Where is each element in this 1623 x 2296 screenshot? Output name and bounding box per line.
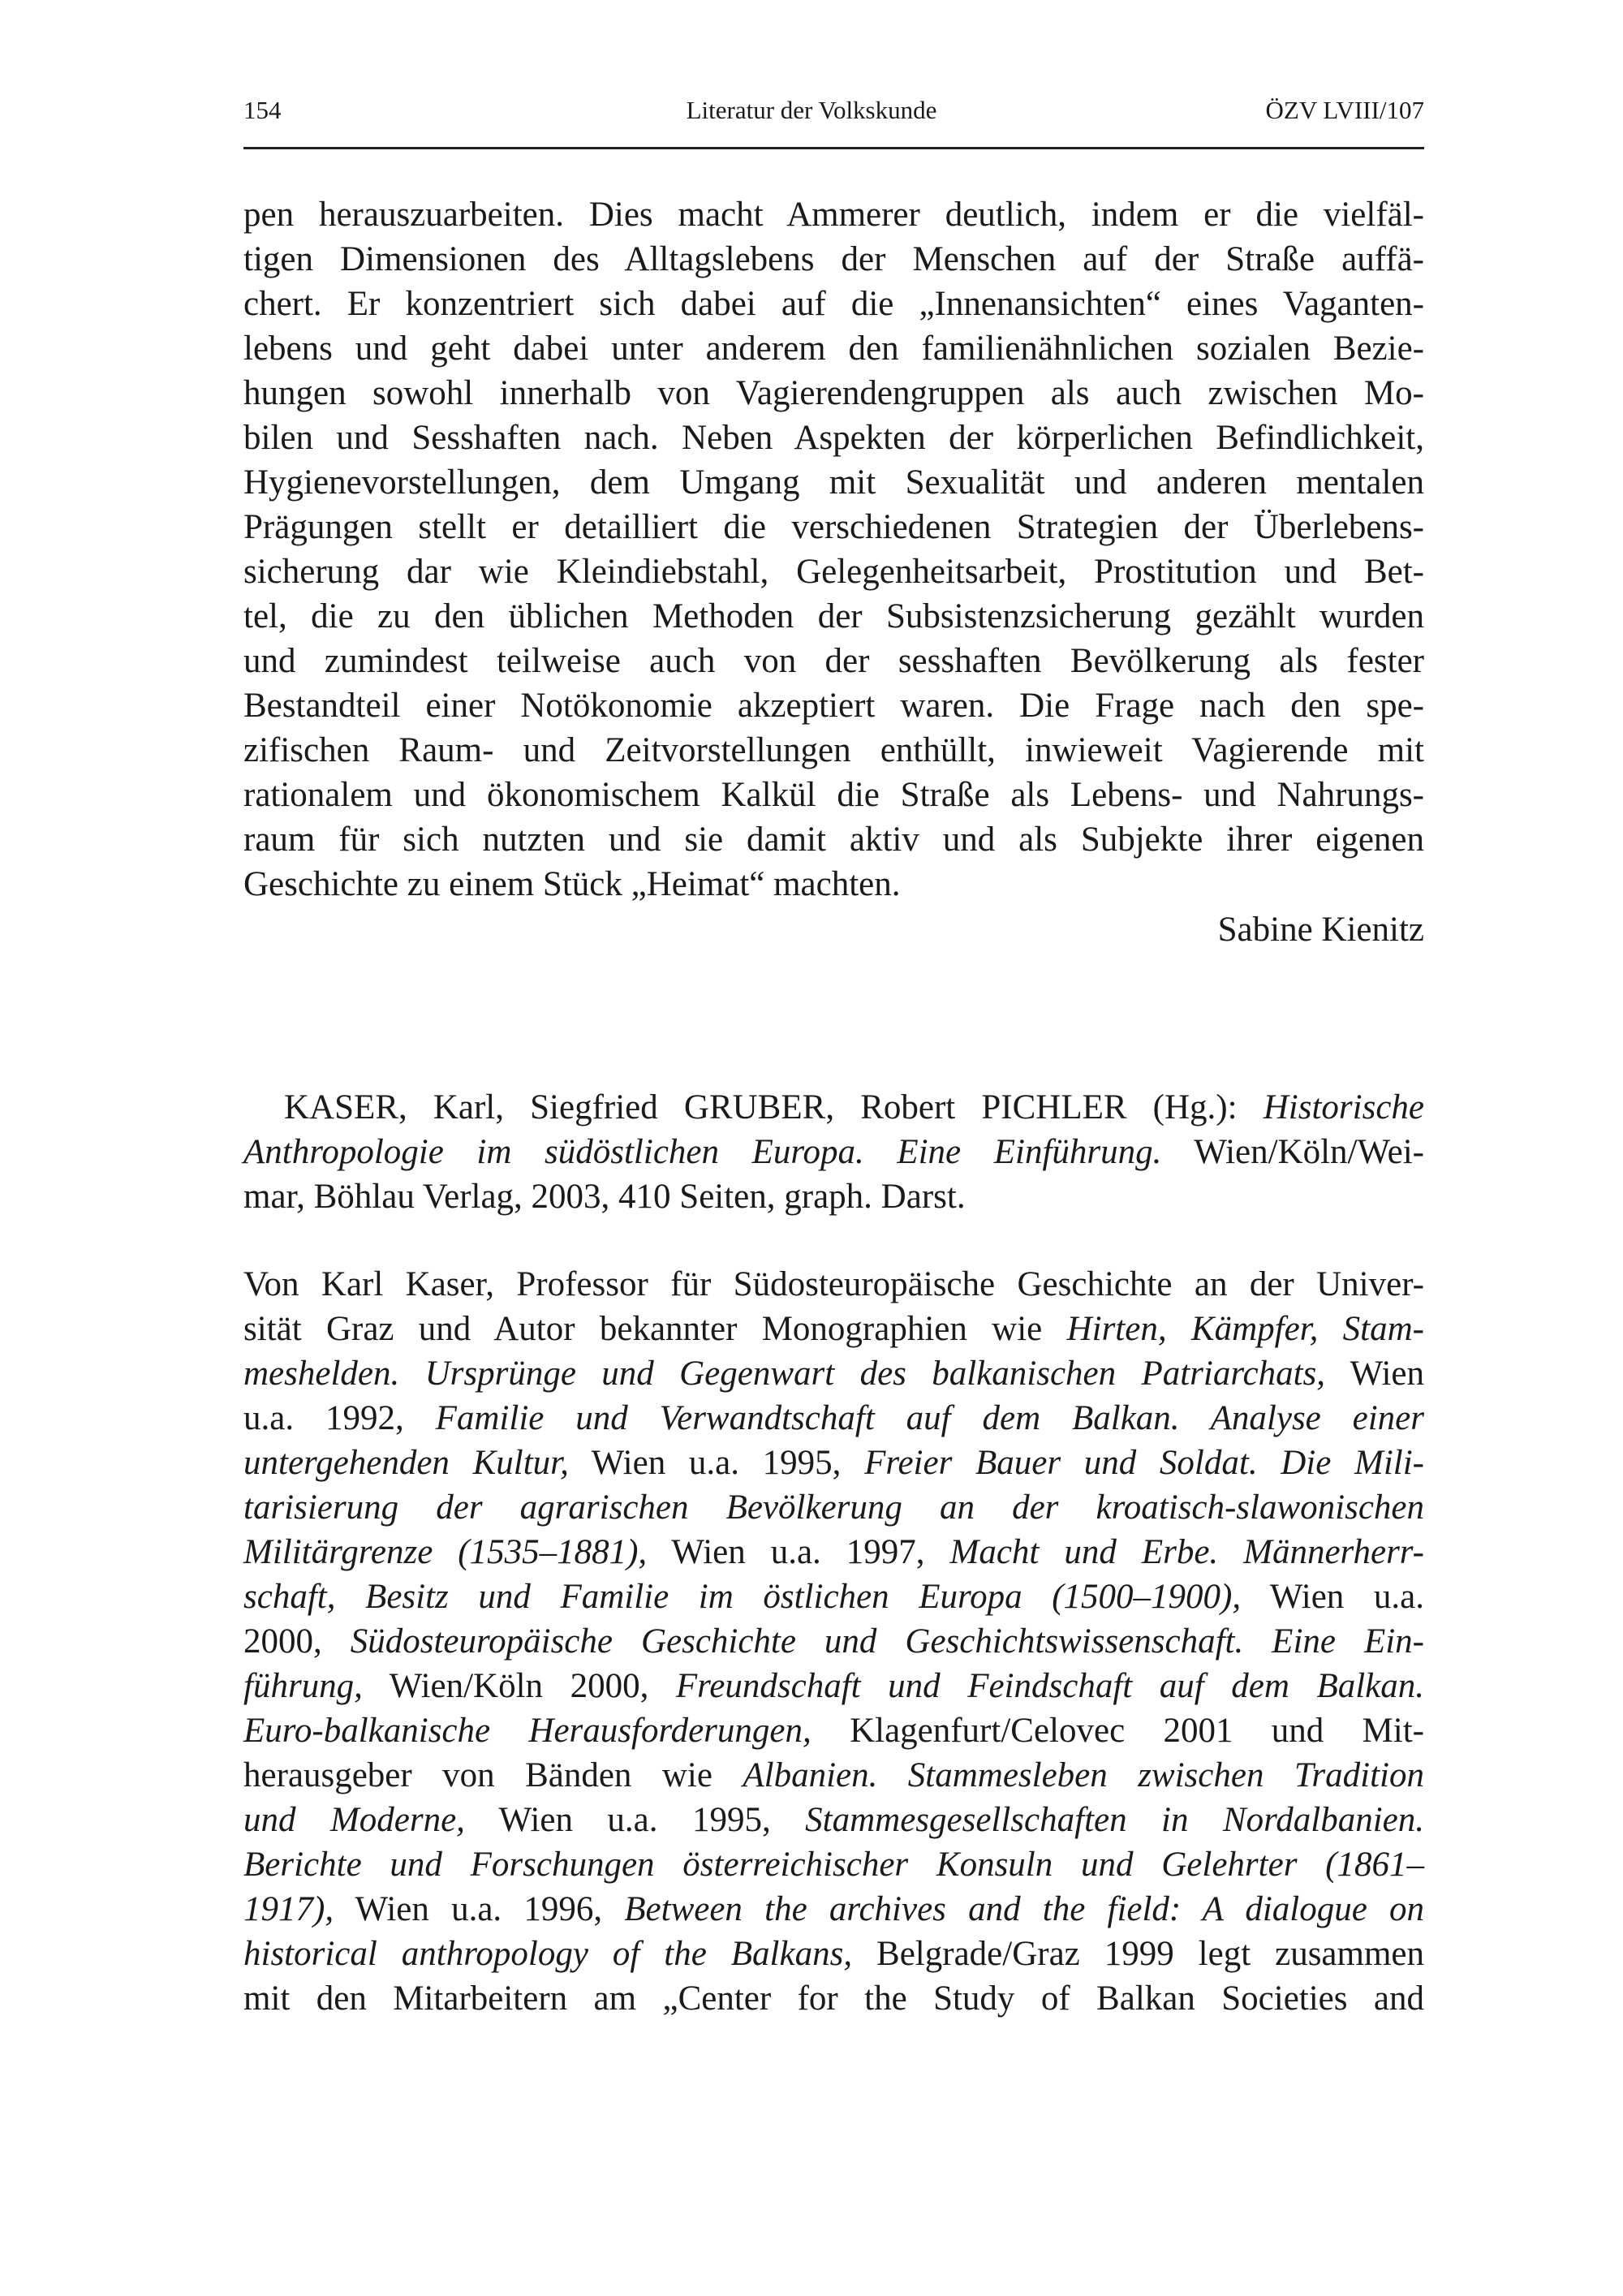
text-line bbox=[243, 326, 1424, 371]
body-text: 2000, bbox=[243, 1622, 351, 1661]
body-text: mar, Böhlau Verlag, 2003, 410 Seiten, graph. Darst. bbox=[243, 1178, 966, 1216]
text-line bbox=[243, 1887, 1424, 1932]
book-citation bbox=[243, 1085, 1424, 1219]
text-line bbox=[243, 639, 1424, 683]
italic-title-text: Freundschaft und Feindschaft auf dem Balkan. bbox=[675, 1667, 1424, 1705]
body-text: Wien u.a. 1996, bbox=[334, 1890, 625, 1928]
body-text: chert. Er konzentriert sich dabei auf die „Innenansichten“ eines Vaganten- bbox=[243, 285, 1424, 323]
italic-title-text: schaft, Besitz und Familie im östlichen Europa (1500–1900), bbox=[243, 1578, 1242, 1616]
body-text: tel, die zu den üblichen Methoden der Subsistenzsicherung gezählt wurden bbox=[243, 597, 1424, 635]
italic-title-text: Freier Bauer und Soldat. Die Mili- bbox=[864, 1444, 1424, 1482]
body-text: sicherung dar wie Kleindiebstahl, Gelegenheitsarbeit, Prostitution und Bet- bbox=[243, 553, 1424, 591]
body-text: Hygienevorstellungen, dem Umgang mit Sexualität und anderen mentalen bbox=[243, 463, 1424, 502]
body-text: zifischen Raum- und Zeitvorstellungen enthüllt, inwieweit Vagierende mit bbox=[243, 731, 1424, 769]
text-line bbox=[243, 416, 1424, 460]
text-line bbox=[243, 594, 1424, 639]
italic-title-text: Historische bbox=[1263, 1088, 1424, 1126]
text-line bbox=[243, 505, 1424, 549]
text-line bbox=[243, 460, 1424, 505]
body-text: rationalem und ökonomischem Kalkül die Straße als Lebens- und Nahrungs- bbox=[243, 776, 1424, 814]
text-line bbox=[243, 728, 1424, 773]
body-text: Prägungen stellt er detailliert die verschiedenen Strategien der Überlebens- bbox=[243, 508, 1424, 546]
italic-title-text: Euro-balkanische Herausforderungen, bbox=[243, 1712, 812, 1750]
body-text: u.a. 1992, bbox=[243, 1399, 436, 1437]
italic-title-text: Macht und Erbe. Männerherr- bbox=[949, 1533, 1424, 1571]
italic-title-text: tarisierung der agrarischen Bevölkerung an der kroatisch-slawonischen bbox=[243, 1488, 1424, 1527]
body-text: bilen und Sesshaften nach. Neben Aspekten der körperlichen Befindlichkeit, bbox=[243, 419, 1424, 457]
text-line bbox=[243, 1664, 1424, 1708]
italic-title-text: Anthropologie im südöstlichen Europa. Eine Einführung. bbox=[243, 1133, 1162, 1171]
text-line bbox=[243, 683, 1424, 728]
body-text: Wien u.a. bbox=[1241, 1578, 1424, 1616]
body-text: raum für sich nutzten und sie damit aktiv und als Subjekte ihrer eigenen bbox=[243, 821, 1424, 859]
text-line bbox=[243, 1798, 1424, 1842]
reviewer-signature: Sabine Kienitz bbox=[1217, 911, 1424, 949]
body-text: Wien u.a. 1995, bbox=[568, 1444, 865, 1482]
text-line bbox=[243, 1485, 1424, 1530]
body-text: Wien u.a. 1995, bbox=[464, 1801, 806, 1839]
body-text: pen herauszuarbeiten. Dies macht Ammerer deutlich, indem er die vielfäl- bbox=[243, 196, 1424, 234]
body-text: KASER, Karl, Siegfried GRUBER, Robert PICHLER (Hg.): bbox=[284, 1088, 1264, 1126]
text-line bbox=[243, 1262, 1424, 1307]
text-line bbox=[243, 817, 1424, 862]
text-line bbox=[243, 371, 1424, 416]
italic-title-text: Familie und Verwandtschaft auf dem Balkan. Analyse einer bbox=[435, 1399, 1425, 1437]
text-line bbox=[243, 1574, 1424, 1619]
italic-title-text: führung, bbox=[243, 1667, 363, 1705]
body-text: Wien/Köln/Wei- bbox=[1161, 1133, 1424, 1171]
body-text: Geschichte zu einem Stück „Heimat“ machten. bbox=[243, 865, 901, 903]
italic-title-text: Between the archives and the field: A dialogue on bbox=[624, 1890, 1424, 1928]
body-text: Belgrade/Graz 1999 legt zusammen bbox=[852, 1935, 1424, 1973]
review-paragraph-end bbox=[243, 192, 1424, 907]
italic-title-text: Hirten, Kämpfer, Stam- bbox=[1066, 1310, 1424, 1348]
text-line bbox=[243, 1753, 1424, 1798]
text-line bbox=[243, 1619, 1424, 1664]
text-line bbox=[243, 1085, 1424, 1130]
italic-title-text: und Moderne, bbox=[243, 1801, 465, 1839]
body-text: und zumindest teilweise auch von der sesshaften Bevölkerung als fester bbox=[243, 642, 1424, 680]
text-line bbox=[243, 1351, 1424, 1396]
review-paragraph-start bbox=[243, 1262, 1424, 2021]
text-line bbox=[243, 1130, 1424, 1174]
text-line bbox=[243, 1396, 1424, 1441]
text-line bbox=[243, 862, 1424, 907]
text-line bbox=[243, 1441, 1424, 1485]
italic-title-text: Berichte und Forschungen österreichischer Konsuln und Gelehrter (1861– bbox=[243, 1846, 1424, 1884]
text-line bbox=[243, 282, 1424, 326]
text-line bbox=[243, 1708, 1424, 1753]
text-line bbox=[243, 192, 1424, 237]
body-text: Von Karl Kaser, Professor für Südosteuropäische Geschichte an der Univer- bbox=[243, 1265, 1424, 1303]
text-line bbox=[243, 773, 1424, 817]
body-text: lebens und geht dabei unter anderem den familienähnlichen sozialen Bezie- bbox=[243, 330, 1424, 368]
body-text: herausgeber von Bänden wie bbox=[243, 1756, 743, 1794]
page-number: 154 bbox=[243, 96, 282, 124]
italic-title-text: 1917), bbox=[243, 1890, 334, 1928]
text-line bbox=[243, 1842, 1424, 1887]
body-text: Klagenfurt/Celovec 2001 und Mit- bbox=[811, 1712, 1424, 1750]
italic-title-text: Militärgrenze (1535–1881), bbox=[243, 1533, 648, 1571]
body-text: Wien bbox=[1325, 1355, 1425, 1393]
italic-title-text: historical anthropology of the Balkans, bbox=[243, 1935, 853, 1973]
body-text: Wien u.a. 1997, bbox=[647, 1533, 950, 1571]
text-line bbox=[243, 549, 1424, 594]
body-text: hungen sowohl innerhalb von Vagierendengruppen als auch zwischen Mo- bbox=[243, 374, 1424, 412]
body-text: Bestandteil einer Notökonomie akzeptiert waren. Die Frage nach den spe- bbox=[243, 687, 1424, 725]
text-line bbox=[243, 1932, 1424, 1976]
italic-title-text: Albanien. Stammesleben zwischen Tradition bbox=[743, 1756, 1424, 1794]
running-title: Literatur der Volkskunde bbox=[686, 96, 937, 124]
body-text: Wien/Köln 2000, bbox=[362, 1667, 676, 1705]
text-line bbox=[243, 1174, 1424, 1219]
italic-title-text: Südosteuropäische Geschichte und Geschichtswissenschaft. Eine Ein- bbox=[350, 1622, 1424, 1661]
text-line bbox=[243, 237, 1424, 282]
body-text: tigen Dimensionen des Alltagslebens der Menschen auf der Straße auffä- bbox=[243, 240, 1424, 278]
body-text: sität Graz und Autor bekannter Monographien wie bbox=[243, 1310, 1067, 1348]
text-line bbox=[243, 1307, 1424, 1351]
italic-title-text: meshelden. Ursprünge und Gegenwart des balkanischen Patriarchats, bbox=[243, 1355, 1326, 1393]
text-line bbox=[243, 1530, 1424, 1574]
text-line bbox=[243, 1976, 1424, 2021]
body-text: mit den Mitarbeitern am „Center for the Study of Balkan Societies and bbox=[243, 1979, 1424, 2018]
journal-volume: ÖZV LVIII/107 bbox=[1265, 96, 1424, 124]
italic-title-text: Stammesgesellschaften in Nordalbanien. bbox=[805, 1801, 1424, 1839]
italic-title-text: untergehenden Kultur, bbox=[243, 1444, 569, 1482]
header-rule bbox=[243, 147, 1424, 149]
